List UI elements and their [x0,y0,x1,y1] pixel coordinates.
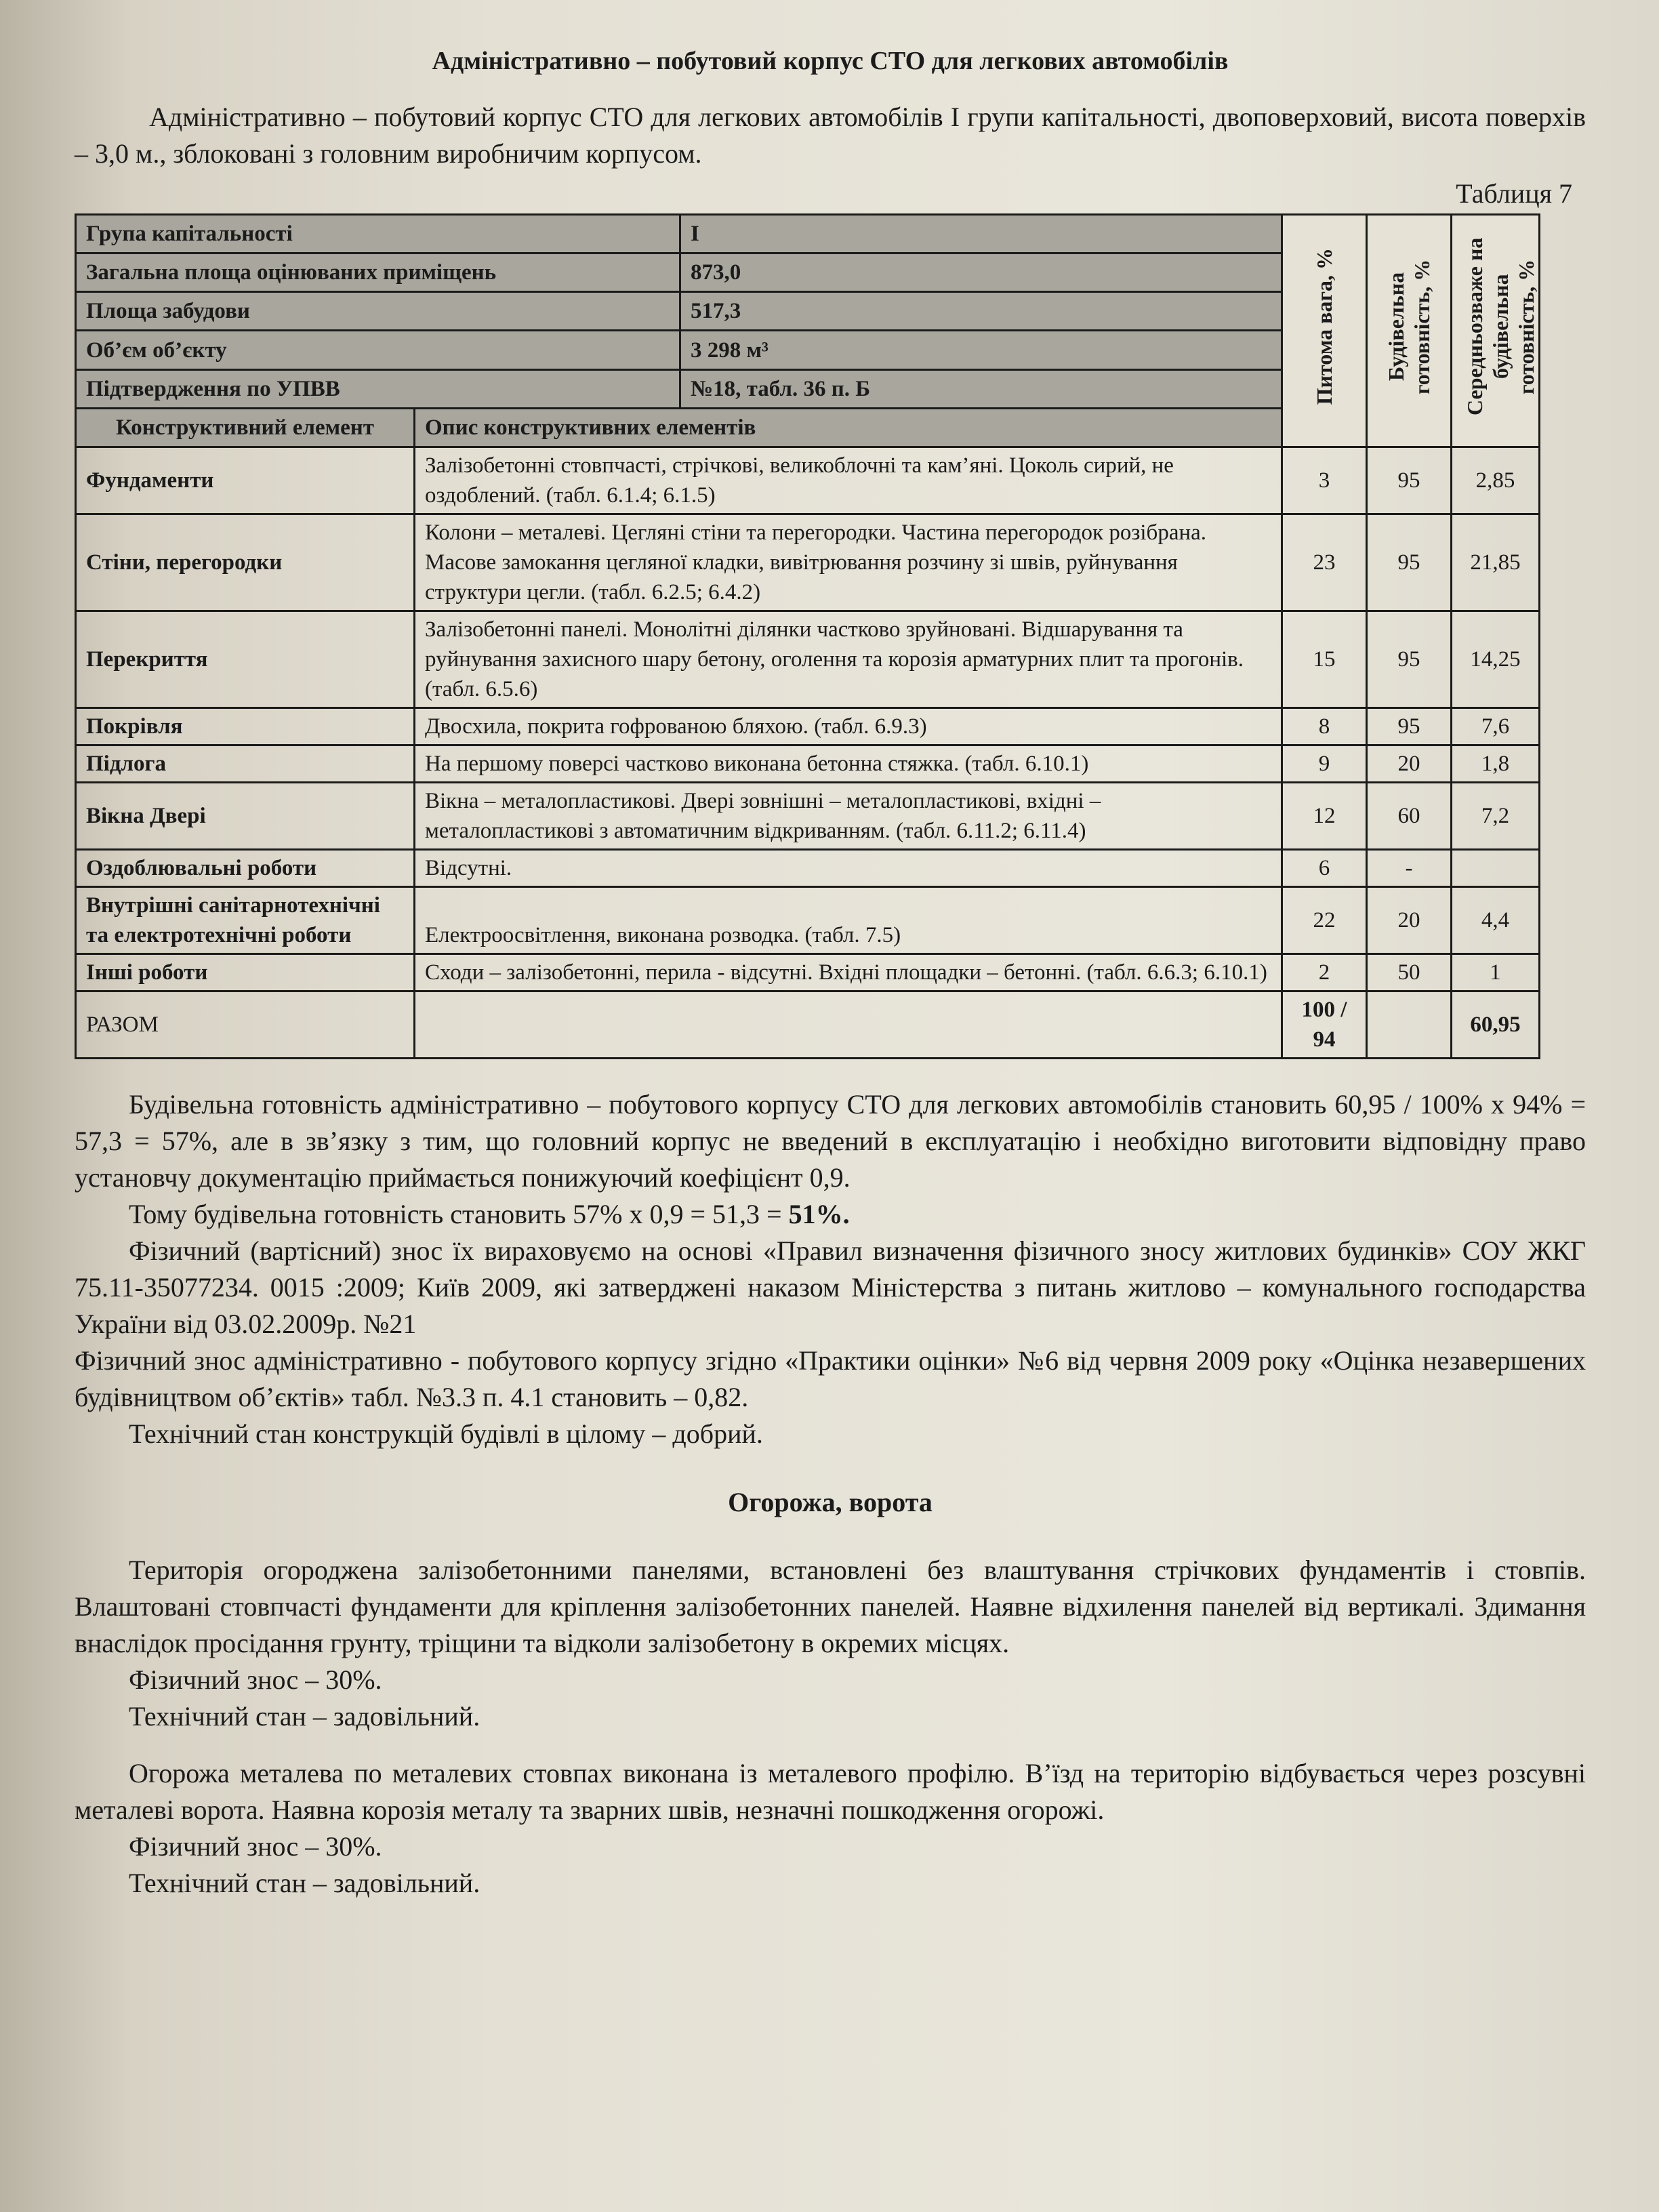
weight-cell: 22 [1282,887,1367,954]
info-value: I [680,215,1282,253]
element-cell: Підлога [76,745,415,783]
intro-paragraph: Адміністративно – побутовий корпус СТО для легкових автомобілів І групи капітальності, двоповерховий, висота поверхів – 3,0 м., зблоковані з головним виробничим корпусом. [75,102,1586,169]
avg-cell: 7,6 [1452,708,1540,745]
readiness-cell: 20 [1367,745,1452,783]
readiness-cell: 20 [1367,887,1452,954]
coefficient-paragraph: Тому будівельна готовність становить 57% х 0,9 = 51,3 = 51%. [129,1199,850,1229]
info-value: 873,0 [680,253,1282,292]
description-cell: Електроосвітлення, виконана розводка. (табл. 7.5) [415,887,1282,954]
avg-cell: 1 [1452,954,1540,991]
weight-cell: 12 [1282,783,1367,850]
element-header: Конструктивний елемент [76,408,415,447]
element-cell: Оздоблювальні роботи [76,850,415,887]
element-cell: Інші роботи [76,954,415,991]
readiness-header: Будівельна готовність, % [1367,215,1452,447]
element-cell: Перекриття [76,611,415,708]
description-cell: Відсутні. [415,850,1282,887]
readiness-cell: 95 [1367,447,1452,514]
technical-state-paragraph: Технічний стан конструкцій будівлі в цілому – добрий. [129,1418,763,1449]
readiness-cell: 95 [1367,514,1452,611]
element-cell: Стіни, перегородки [76,514,415,611]
avg-cell [1452,850,1540,887]
readiness-cell: 95 [1367,708,1452,745]
table-row [76,215,1540,253]
table-row [76,850,1540,887]
weight-cell: 23 [1282,514,1367,611]
fence-panels-paragraph: Територія огороджена залізобетонними панелями, встановлені без влаштування стрічкових фундаментів і стовпів. Влаштовані стовпчасті фундаменти для кріплення залізобетонних панелей. Наявне відхилення панелей від вертикалі. Здимання внаслідок просідання грунту, тріщини та відколи залізобетону в окремих місцях. [75,1555,1586,1658]
table-row [76,954,1540,991]
readiness-cell: - [1367,850,1452,887]
info-value: 3 298 м³ [680,331,1282,369]
avg-cell: 14,25 [1452,611,1540,708]
wear-rules-paragraph: Фізичний (вартісний) знос їх вираховуємо на основі «Правил визначення фізичного зносу житлових будинків» СОУ ЖКГ 75.11-35077234. 0015 :2009; Київ 2009, які затверджені наказом Міністерства з питань житлово – комунального господарства України від 03.02.2009р. №21 [75,1235,1586,1339]
table-row [76,745,1540,783]
description-cell: Сходи – залізобетонні, перила - відсутні. Вхідні площадки – бетонні. (табл. 6.6.3; 6.10.1) [415,954,1282,991]
total-weight: 100 / 94 [1282,991,1367,1059]
description-cell: Залізобетонні панелі. Монолітні ділянки частково зруйновані. Відшарування та руйнування захисного шару бетону, оголення та корозія арматурних плит та прогонів. (табл. 6.5.6) [415,611,1282,708]
total-description [415,991,1282,1059]
fence-panels-state: Технічний стан – задовільний. [129,1701,480,1732]
weight-cell: 2 [1282,954,1367,991]
info-label: Загальна площа оцінюваних приміщень [76,253,680,292]
info-label: Підтвердження по УПВВ [76,369,680,408]
page-title: Адміністративно – побутовий корпус СТО для легкових автомобілів [432,47,1229,75]
weight-cell: 8 [1282,708,1367,745]
element-cell: Покрівля [76,708,415,745]
weight-cell: 3 [1282,447,1367,514]
element-cell: Фундаменти [76,447,415,514]
metal-fence-state: Технічний стан – задовільний. [129,1868,480,1898]
metal-fence-paragraph: Огорожа металева по металевих стовпах виконана із металевого профілю. В’їзд на територію відбувається через розсувні металеві ворота. Наявна корозія металу та зварних швів, незначні пошкодження огорожі. [75,1758,1586,1825]
element-cell: Вікна Двері [76,783,415,850]
total-avg: 60,95 [1452,991,1540,1059]
weight-cell: 6 [1282,850,1367,887]
total-readiness [1367,991,1452,1059]
table-row [76,611,1540,708]
description-cell: Колони – металеві. Цегляні стіни та перегородки. Частина перегородок розібрана. Масове замокання цегляної кладки, вивітрювання розчину зі швів, руйнування структури цегли. (табл. 6.2.5; 6.4.2) [415,514,1282,611]
element-cell: Внутрішні санітарнотехнічні та електротехнічні роботи [76,887,415,954]
readiness-cell: 50 [1367,954,1452,991]
info-label: Об’єм об’єкту [76,331,680,369]
readiness-paragraph: Будівельна готовність адміністративно – побутового корпусу СТО для легкових автомобілів становить 60,95 / 100% х 94% = 57,3 = 57%, але в зв’язку з тим, що головний корпус не введений в експлуатацію і необхідно виготовити відповідну право установчу документацію приймається понижуючий коефіцієнт 0,9. [75,1089,1586,1193]
avg-cell: 1,8 [1452,745,1540,783]
info-value: №18, табл. 36 п. Б [680,369,1282,408]
weight-cell: 9 [1282,745,1367,783]
avg-cell: 2,85 [1452,447,1540,514]
weight-cell: 15 [1282,611,1367,708]
avg-cell: 21,85 [1452,514,1540,611]
description-cell: Двосхила, покрита гофрованою бляхою. (табл. 6.9.3) [415,708,1282,745]
table-row [76,514,1540,611]
table-row [76,783,1540,850]
table-caption: Таблиця 7 [1456,178,1572,209]
final-readiness-value: 51%. [788,1199,850,1229]
section-title: Огорожа, ворота [728,1487,933,1517]
avg-cell: 4,4 [1452,887,1540,954]
readiness-table [75,213,1540,1059]
description-header: Опис конструктивних елементів [415,408,1282,447]
readiness-cell: 60 [1367,783,1452,850]
total-label: РАЗОМ [76,991,415,1059]
info-label: Група капітальності [76,215,680,253]
table-row [76,887,1540,954]
avg-cell: 7,2 [1452,783,1540,850]
fence-panels-wear: Фізичний знос – 30%. [129,1664,382,1695]
avg-header: Середньозваже на будівельна готовність, % [1452,215,1540,447]
table-row [76,708,1540,745]
weight-header: Питома вага, % [1282,215,1367,447]
table-row [76,447,1540,514]
info-label: Площа забудови [76,292,680,331]
description-cell: Залізобетонні стовпчасті, стрічкові, великоблочні та кам’яні. Цоколь сирий, не оздоблений. (табл. 6.1.4; 6.1.5) [415,447,1282,514]
page-content [75,27,1586,1902]
description-cell: Вікна – металопластикові. Двері зовнішні – металопластикові, вхідні – металопластикові з автоматичним відкриванням. (табл. 6.11.2; 6.11.4) [415,783,1282,850]
metal-fence-wear: Фізичний знос – 30%. [129,1831,382,1862]
description-cell: На першому поверсі частково виконана бетонна стяжка. (табл. 6.10.1) [415,745,1282,783]
info-value: 517,3 [680,292,1282,331]
readiness-cell: 95 [1367,611,1452,708]
wear-value-paragraph: Фізичний знос адміністративно - побутового корпусу згідно «Практики оцінки» №6 від червня 2009 року «Оцінка незавершених будівництвом об’єктів» табл. №3.3 п. 4.1 становить – 0,82. [75,1345,1586,1412]
total-row [76,991,1540,1059]
